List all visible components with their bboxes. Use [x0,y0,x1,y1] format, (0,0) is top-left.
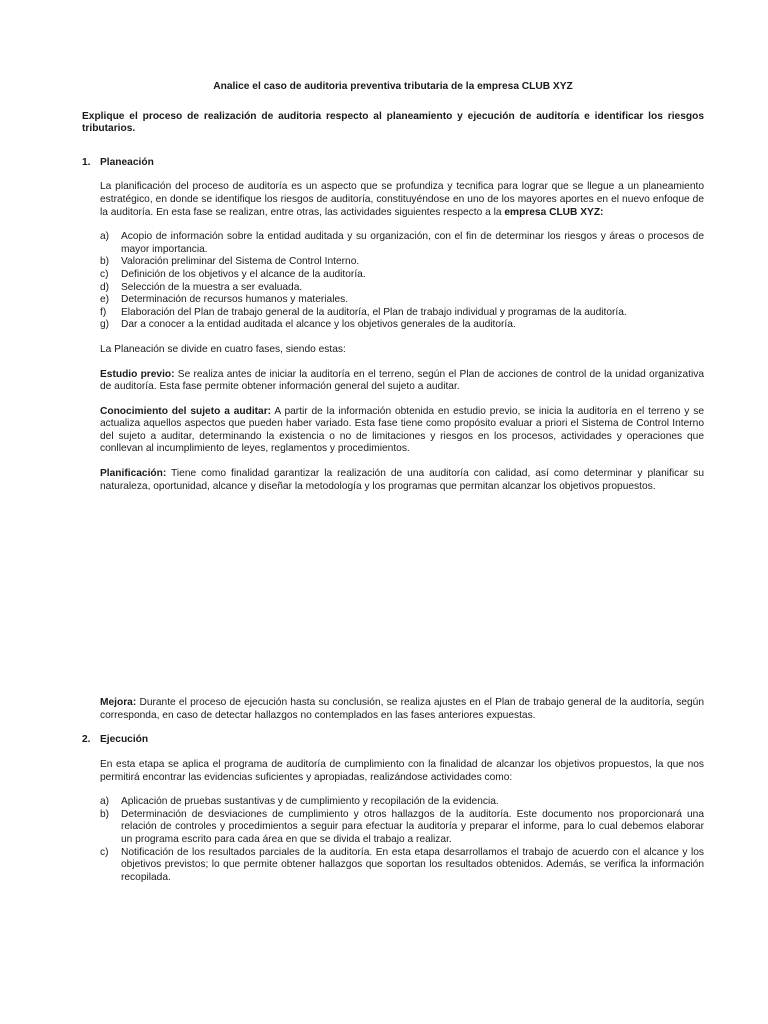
phases-intro: La Planeación se divide en cuatro fases, siendo estas: [100,343,346,355]
list-item-text: Elaboración del Plan de trabajo general de la auditoría, el Plan de trabajo individual y programas de la auditoría. [121,306,627,318]
list-item [100,319,704,332]
list-item-text: Dar a conocer a la entidad auditada el alcance y los objetivos generales de la auditoría. [121,319,516,331]
phase-label: Estudio previo: [100,368,175,380]
phase-label: Mejora: [100,697,137,709]
ejecucion-body [100,759,704,884]
phase-text: Se realiza antes de iniciar la auditoría en el terreno, según el Plan de acciones de control de la unidad organizativa de auditoría. Esta fase permite obtener información general del sujeto a auditar. [100,368,704,393]
list-marker: c) [100,846,109,858]
list-marker: a) [100,796,110,808]
phase-estudio-previo [100,369,704,394]
phase-conocimiento [100,406,704,456]
phase-label: Planificación: [100,468,167,480]
ejecucion-activity-list [100,796,704,884]
phase-text: Tiene como finalidad garantizar la realización de una auditoría con calidad, así como determinar y planificar su naturaleza, oportunidad, alcance y diseñar la metodología y los programas que permitan alcanzar los objetivos propuestos. [100,468,705,492]
phase-text: Durante el proceso de ejecución hasta su conclusión, se realiza ajustes en el Plan de trabajo general de la auditoría, según corresponda, en caso de detectar hallazgos no contemplados en las fases anteriores expuestas. [100,697,704,721]
list-item [100,256,704,269]
blank-space [100,505,704,697]
list-marker: d) [100,281,110,293]
list-item [100,847,704,885]
section-title: Planeación [100,156,154,168]
list-item [100,294,704,307]
planeacion-intro-bold: empresa CLUB XYZ: [504,206,604,218]
list-item [100,809,704,847]
section-heading-ejecucion [82,734,704,747]
list-item [100,269,704,282]
list-item-text: Valoración preliminar del Sistema de Control Interno. [121,256,360,268]
section-number: 2. [82,734,91,746]
list-marker: f) [100,306,107,318]
planeacion-intro [100,181,704,219]
list-item-text: Determinación de recursos humanos y materiales. [121,294,349,306]
phase-mejora [100,697,704,722]
section-number: 1. [82,156,91,168]
list-item-text: Notificación de los resultados parciales de la auditoría. En esta etapa desarrollamos el trabajo de acuerdo con el alcance y los objetivos previstos; lo que permite obtener hallazgos que soportan los resultados obtenidos. Además, se verifica la información recopilada. [121,846,704,883]
planeacion-intro-text: La planificación del proceso de auditoría es un aspecto que se profundiza y tecnifica para lograr que se llegue a un planeamiento estratégico, en donde se identifique los riesgos de auditoría, constituyéndose en uno de los mayores aportes en el nuevo enfoque de la auditoría. En esta fase se realizan, entre otras, las actividades siguientes respecto a la [100,181,704,218]
list-item-text: Aplicación de pruebas sustantivas y de cumplimiento y recopilación de la evidencia. [121,796,499,808]
phase-text: A partir de la información obtenida en estudio previo, se inicia la auditoría en el terreno y se actualiza aquellos aspectos que pueden haber variado. Esta fase tiene como propósito evaluar a priori el Sistema de Control Interno del sujeto a auditar, determinando la existencia o no de limitaciones y riesgos en los procesos, actividades y operaciones que conllevan al incumplimiento de leyes, reglamentos y procedimientos. [100,405,704,455]
phase-planificacion [100,468,704,493]
ejecucion-intro: En esta etapa se aplica el programa de auditoría de cumplimiento con la finalidad de alcanzar los objetivos propuestos, la que nos permitirá encontrar las evidencias suficientes y apropiadas, realizándose actividades como: [100,759,704,783]
list-marker: b) [100,256,110,268]
planeacion-activity-list [100,231,704,332]
list-item-text: Determinación de desviaciones de cumplimiento y otros hallazgos de la auditoría. Este documento nos proporcionará una relación de controles y procedimientos a seguir para efectuar la auditoría y preparar el informe, para lo cual debemos elaborar un programa escrito para cada área en que se divida el trabajo a realizar. [121,808,704,845]
list-marker: b) [100,808,110,820]
document-question: Explique el proceso de realización de auditoria respecto al planeamiento y ejecución de auditoría e identificar los riesgos tributarios. [82,110,704,135]
list-item-text: Definición de los objetivos y el alcance de la auditoría. [121,268,366,280]
phase-label: Conocimiento del sujeto a auditar: [100,405,272,417]
list-marker: a) [100,231,110,243]
list-item [100,282,704,295]
list-marker: g) [100,319,110,331]
section-title: Ejecución [100,734,149,746]
list-marker: c) [100,268,109,280]
list-item [100,796,704,809]
list-item [100,231,704,256]
list-item [100,307,704,320]
planeacion-body [100,181,704,722]
document-title: Analice el caso de auditoria preventiva tributaria de la empresa CLUB XYZ [213,81,573,92]
list-item-text: Acopio de información sobre la entidad auditada y su organización, con el fin de determinar los riesgos y áreas o procesos de mayor importancia. [121,231,704,255]
list-item-text: Selección de la muestra a ser evaluada. [121,281,303,293]
list-marker: e) [100,294,110,306]
section-heading-planeacion [82,157,704,170]
